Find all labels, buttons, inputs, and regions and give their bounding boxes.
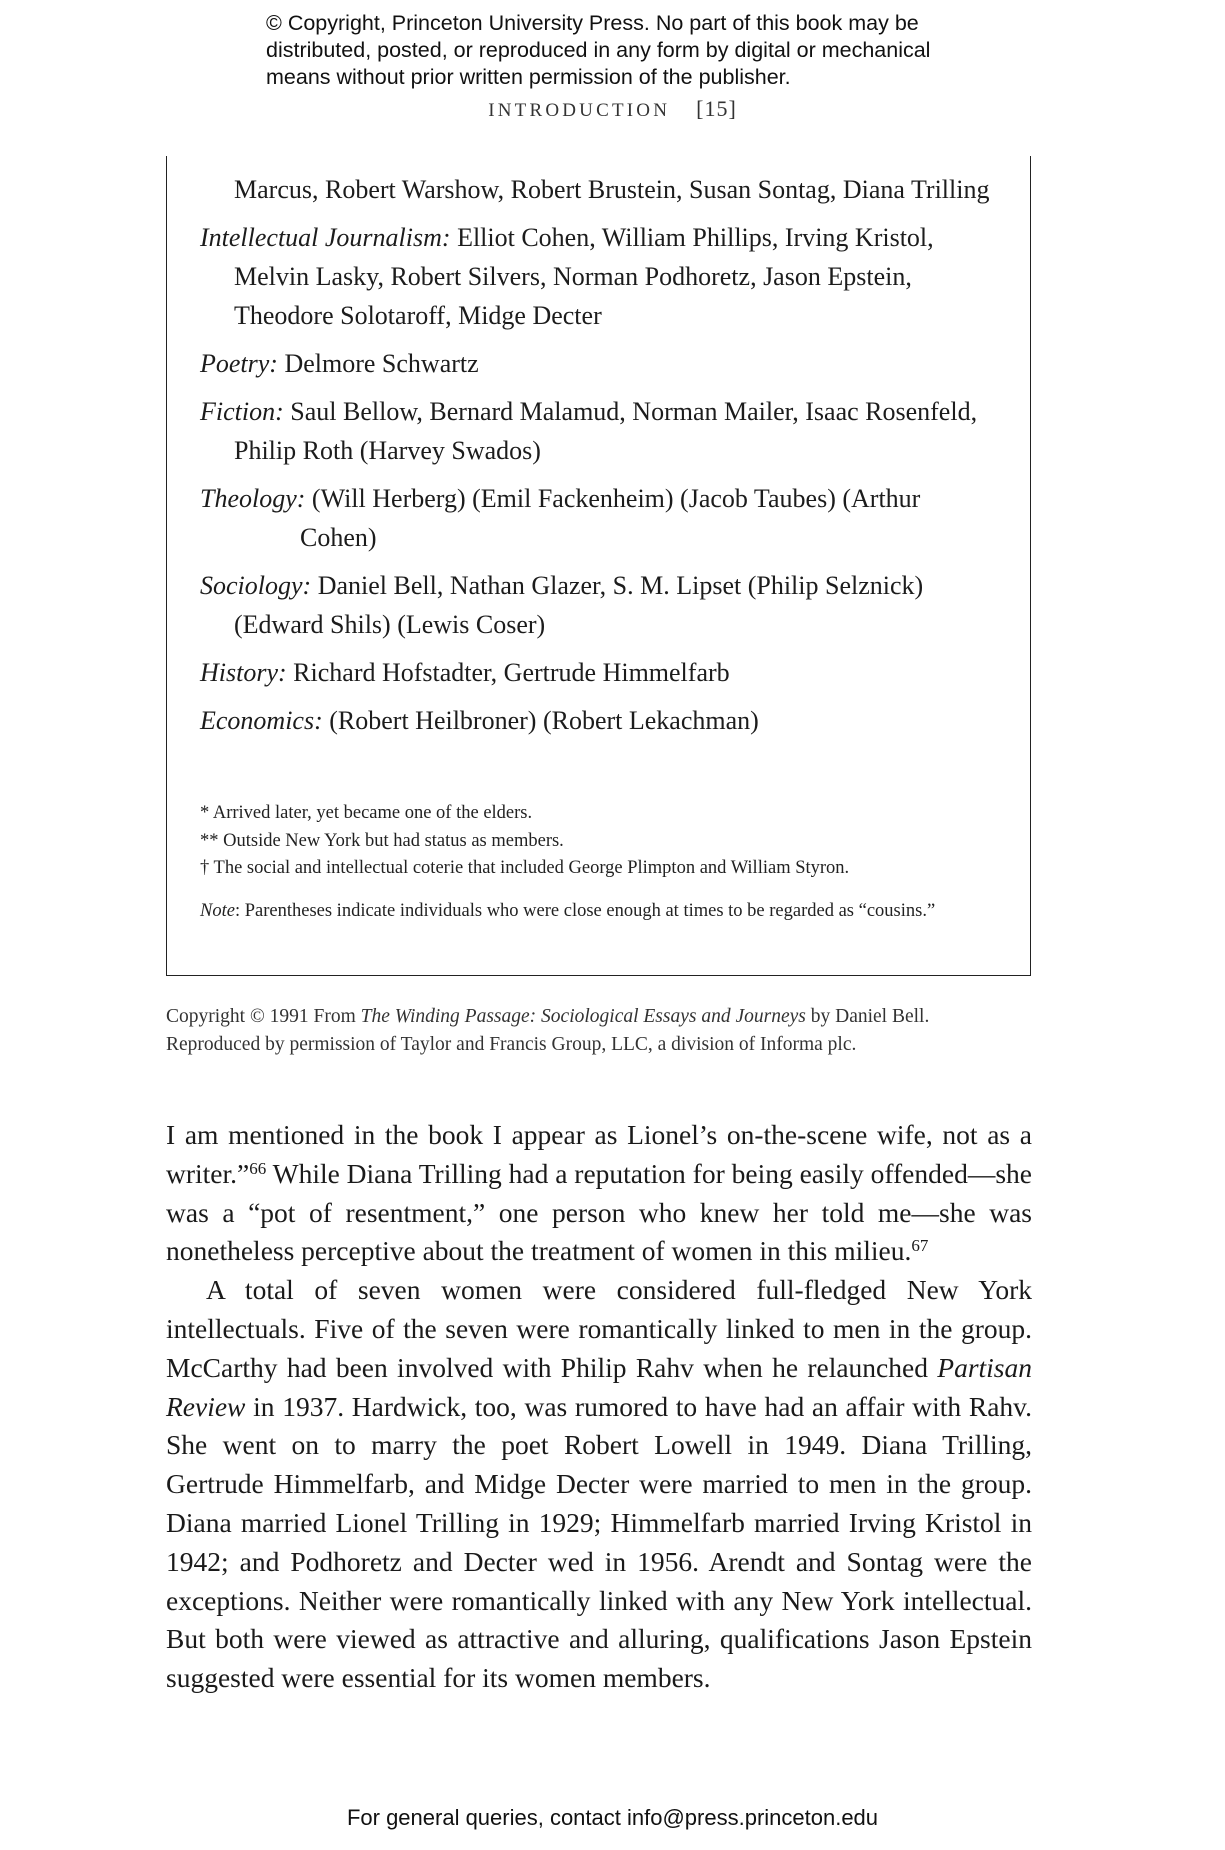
- continued-entry: Marcus, Robert Warshow, Robert Brustein, Susan Sontag, Diana Trilling: [234, 175, 990, 204]
- entry-sociology: [200, 566, 1000, 644]
- footnote-outside-new-york: ** Outside New York but had status as members.: [200, 830, 564, 851]
- credit-line-1: [166, 1003, 1036, 1031]
- text-run: I am mentioned in the book I appear as Lionel’s on-the-scene wife, not as a writer.”: [166, 1119, 1032, 1189]
- entry-category: Fiction:: [200, 397, 284, 426]
- entry-intellectual-journalism: [200, 218, 1000, 335]
- box-note: [200, 897, 1000, 925]
- body-text: [166, 1116, 1032, 1698]
- entry-category: Poetry:: [200, 349, 278, 378]
- page-number: [15]: [696, 96, 737, 121]
- entry-category: Theology:: [200, 484, 306, 513]
- entry-names: (Will Herberg) (Emil Fackenheim) (Jacob Taubes) (Arthur Cohen): [300, 484, 921, 552]
- footnote-elders: * Arrived later, yet became one of the elders.: [200, 803, 533, 823]
- entry-economics: [200, 701, 1000, 740]
- entry-history: [200, 653, 1000, 692]
- credit-line-2: Reproduced by permission of Taylor and Francis Group, LLC, a division of Informa plc.: [166, 1034, 857, 1055]
- text-run: in 1937. Hardwick, too, was rumored to have had an affair with Rahv. She went on to marry the poet Robert Lowell in 1949. Diana Trilling, Gertrude Himmelfarb, and Midge Decter were married to men in the group. Diana married Lionel Trilling in 1929; Himmelfarb married Irving Kristol in 1942; and Podhoretz and Decter wed in 1956. Arendt and Sontag were the exceptions. Neither were romantically linked with any New York intellectual. But both were viewed as attractive and alluring, qualifications Jason Epstein suggested were essential for its women members.: [166, 1390, 1032, 1694]
- journal-title: Partisan Review: [166, 1351, 1032, 1422]
- text-run: A total of seven women were considered full-fledged New York intellectuals. Five of the seven were romantically linked to men in the group. McCarthy had been involved with Philip Rahv when he relaunched: [166, 1274, 1032, 1383]
- entry-names: Delmore Schwartz: [284, 349, 479, 378]
- footer-contact: For general queries, contact info@press.princeton.edu: [346, 1805, 879, 1830]
- credit-prefix: Copyright © 1991 From: [166, 1006, 361, 1027]
- entry-category: History:: [200, 658, 287, 687]
- text-run: While Diana Trilling had a reputation for being easily offended—she was a “pot of resentment,” one person who knew her told me—she was nonetheless perceptive about the treatment of women in this milieu.: [166, 1157, 1032, 1267]
- permission-credit: [166, 1003, 1036, 1059]
- entry-theology: [200, 479, 1000, 557]
- entry-names: Saul Bellow, Bernard Malamud, Norman Mailer, Isaac Rosenfeld, Philip Roth (Harvey Swados): [234, 397, 978, 465]
- endnote-ref-66: 66: [249, 1158, 267, 1178]
- body-paragraph-1: [166, 1116, 1032, 1271]
- endnote-ref-67: 67: [911, 1236, 929, 1256]
- note-text: : Parentheses indicate individuals who were close enough at times to be regarded as “cousins.”: [234, 900, 936, 921]
- entry-category: Economics:: [200, 706, 323, 735]
- running-head: [0, 96, 1225, 122]
- body-paragraph-2: [166, 1271, 1032, 1698]
- entry-names: Elliot Cohen, William Phillips, Irving Kristol, Melvin Lasky, Robert Silvers, Norman Podhoretz, Jason Epstein, Theodore Solotaroff, Midge Decter: [234, 223, 934, 330]
- entry-category: Intellectual Journalism:: [200, 223, 451, 252]
- group-entries: [200, 170, 1000, 749]
- copyright-notice: © Copyright, Princeton University Press. No part of this book may be distributed, posted, or reproduced in any form by digital or mechanical means without prior written permission of the publisher.: [266, 11, 931, 89]
- entry-poetry: [200, 344, 1000, 383]
- entry-names: Richard Hofstadter, Gertrude Himmelfarb: [293, 658, 730, 687]
- entry-names: Daniel Bell, Nathan Glazer, S. M. Lipset (Philip Selznick) (Edward Shils) (Lewis Coser): [234, 571, 924, 639]
- footnote-coterie: † The social and intellectual coterie that included George Plimpton and William Styron.: [200, 858, 850, 878]
- note-label: Note: [200, 900, 235, 921]
- credit-suffix: by Daniel Bell.: [805, 1006, 930, 1027]
- box-footnotes: [200, 800, 1000, 925]
- entry-fiction: [200, 392, 1000, 470]
- entry-names: (Robert Heilbroner) (Robert Lekachman): [329, 706, 759, 735]
- credit-book-title: The Winding Passage: Sociological Essays and Journeys: [360, 1006, 806, 1027]
- entry-category: Sociology:: [200, 571, 312, 600]
- running-title: INTRODUCTION: [488, 100, 671, 121]
